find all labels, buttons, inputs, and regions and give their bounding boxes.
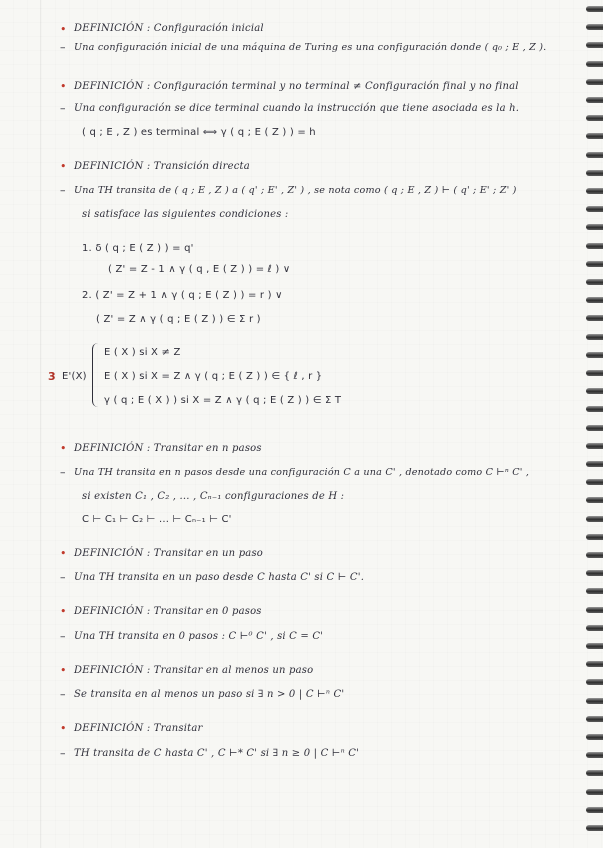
binding-ring [586, 406, 603, 412]
binding-ring [586, 61, 603, 67]
binding-ring [586, 679, 603, 685]
binding-ring [586, 425, 603, 431]
definition-text: Una configuración se dice terminal cuando la instrucción que tiene asociada es la h. [74, 103, 520, 114]
binding-ring [586, 334, 603, 340]
condition-number: 3 [48, 370, 56, 383]
binding-ring [586, 770, 603, 776]
binding-ring [586, 115, 603, 121]
brace-icon [92, 343, 99, 407]
definition-heading: DEFINICIÓN : Transitar [74, 723, 203, 734]
definition-heading: DEFINICIÓN : Transitar en n pasos [74, 443, 262, 454]
case-line: E ( X ) si X ≠ Z [104, 347, 181, 358]
binding-ring [586, 97, 603, 103]
dash-icon: – [60, 688, 66, 701]
binding-ring [586, 206, 603, 212]
definition-text: si existen C₁ , C₂ , ... , Cₙ₋₁ configuraciones de H : [82, 491, 345, 502]
bullet-icon: • [60, 605, 67, 618]
definition-heading: DEFINICIÓN : Configuración inicial [74, 23, 264, 34]
dash-icon: – [60, 630, 66, 643]
binding-ring [586, 170, 603, 176]
binding-ring [586, 279, 603, 285]
binding-ring [586, 388, 603, 394]
binding-ring [586, 534, 603, 540]
bullet-icon: • [60, 722, 67, 735]
binding-ring [586, 24, 603, 30]
bullet-icon: • [60, 664, 67, 677]
dash-icon: – [60, 184, 66, 197]
binding-ring [586, 461, 603, 467]
dash-icon: – [60, 466, 66, 479]
formula: C ⊢ C₁ ⊢ C₂ ⊢ ... ⊢ Cₙ₋₁ ⊢ C' [82, 514, 232, 525]
binding-ring [586, 698, 603, 704]
formula: ( q ; E , Z ) es terminal ⟺ γ ( q ; E ( Z ) ) = h [82, 127, 316, 138]
binding-ring [586, 825, 603, 831]
definition-heading: DEFINICIÓN : Transición directa [74, 161, 250, 172]
case-line: E ( X ) si X = Z ∧ γ ( q ; E ( Z ) ) ∈ { ℓ , r } [104, 371, 323, 382]
binding-ring [586, 625, 603, 631]
binding-ring [586, 588, 603, 594]
binding-ring [586, 807, 603, 813]
binding-ring [586, 133, 603, 139]
case-line: γ ( q ; E ( X ) ) si X = Z ∧ γ ( q ; E ( Z ) ) ∈ Σ T [104, 395, 342, 406]
binding-ring [586, 352, 603, 358]
binding-ring [586, 752, 603, 758]
binding-ring [586, 643, 603, 649]
binding-ring [586, 79, 603, 85]
binding-ring [586, 716, 603, 722]
definition-text: Se transita en al menos un paso si ∃ n > 0 | C ⊢ⁿ C' [74, 689, 345, 700]
dash-icon: – [60, 571, 66, 584]
definition-text: Una TH transita en un paso desde C hasta C' si C ⊢ C'. [74, 572, 365, 583]
binding-ring [586, 570, 603, 576]
definition-text: Una TH transita de ( q ; E , Z ) a ( q' ; E' , Z' ) , se nota como ( q ; E , Z ) ⊢ ( q' ; E' ; Z' ) [74, 185, 517, 196]
binding-ring [586, 261, 603, 267]
definition-text: Una configuración inicial de una máquina de Turing es una configuración donde ( q₀ ; E , Z ). [74, 42, 547, 53]
binding-ring [586, 497, 603, 503]
bullet-icon: • [60, 23, 67, 36]
condition-1: 1. δ ( q ; E ( Z ) ) = q' [82, 243, 194, 254]
definition-text: Una TH transita en n pasos desde una configuración C a una C' , denotado como C ⊢ⁿ C' , [74, 467, 530, 478]
definition-text: Una TH transita en 0 pasos : C ⊢⁰ C' , si C = C' [74, 631, 324, 642]
binding-ring [586, 6, 603, 12]
bullet-icon: • [60, 442, 67, 455]
binding-ring [586, 224, 603, 230]
bullet-icon: • [60, 80, 67, 93]
definition-heading: DEFINICIÓN : Transitar en un paso [74, 548, 264, 559]
binding-ring [586, 661, 603, 667]
binding-ring [586, 315, 603, 321]
definition-text: si satisface las siguientes condiciones : [82, 209, 289, 220]
definition-heading: DEFINICIÓN : Configuración terminal y no terminal ≠ Configuración final y no final [74, 81, 519, 92]
binding-ring [586, 552, 603, 558]
definition-heading: DEFINICIÓN : Transitar en al menos un paso [74, 665, 314, 676]
binding-ring [586, 607, 603, 613]
definition-text: TH transita de C hasta C' , C ⊢* C' si ∃ n ≥ 0 | C ⊢ⁿ C' [74, 748, 360, 759]
dash-icon: – [60, 41, 66, 54]
condition-1-alt: ( Z' = Z - 1 ∧ γ ( q , E ( Z ) ) = ℓ ) ∨ [108, 264, 291, 275]
condition-2-alt: ( Z' = Z ∧ γ ( q ; E ( Z ) ) ∈ Σ r ) [96, 314, 261, 325]
binding-ring [586, 479, 603, 485]
binding-ring [586, 734, 603, 740]
binding-ring [586, 42, 603, 48]
binding-ring [586, 243, 603, 249]
binding-ring [586, 152, 603, 158]
condition-2: 2. ( Z' = Z + 1 ∧ γ ( q ; E ( Z ) ) = r ) ∨ [82, 290, 283, 301]
binding-ring [586, 789, 603, 795]
bullet-icon: • [60, 160, 67, 173]
binding-ring [586, 188, 603, 194]
definition-heading: DEFINICIÓN : Transitar en 0 pasos [74, 606, 262, 617]
binding-ring [586, 516, 603, 522]
dash-icon: – [60, 747, 66, 760]
dash-icon: – [60, 102, 66, 115]
function-name: E'(X) [62, 371, 87, 382]
binding-ring [586, 297, 603, 303]
spiral-binding [573, 0, 603, 848]
binding-ring [586, 370, 603, 376]
binding-ring [586, 443, 603, 449]
bullet-icon: • [60, 547, 67, 560]
